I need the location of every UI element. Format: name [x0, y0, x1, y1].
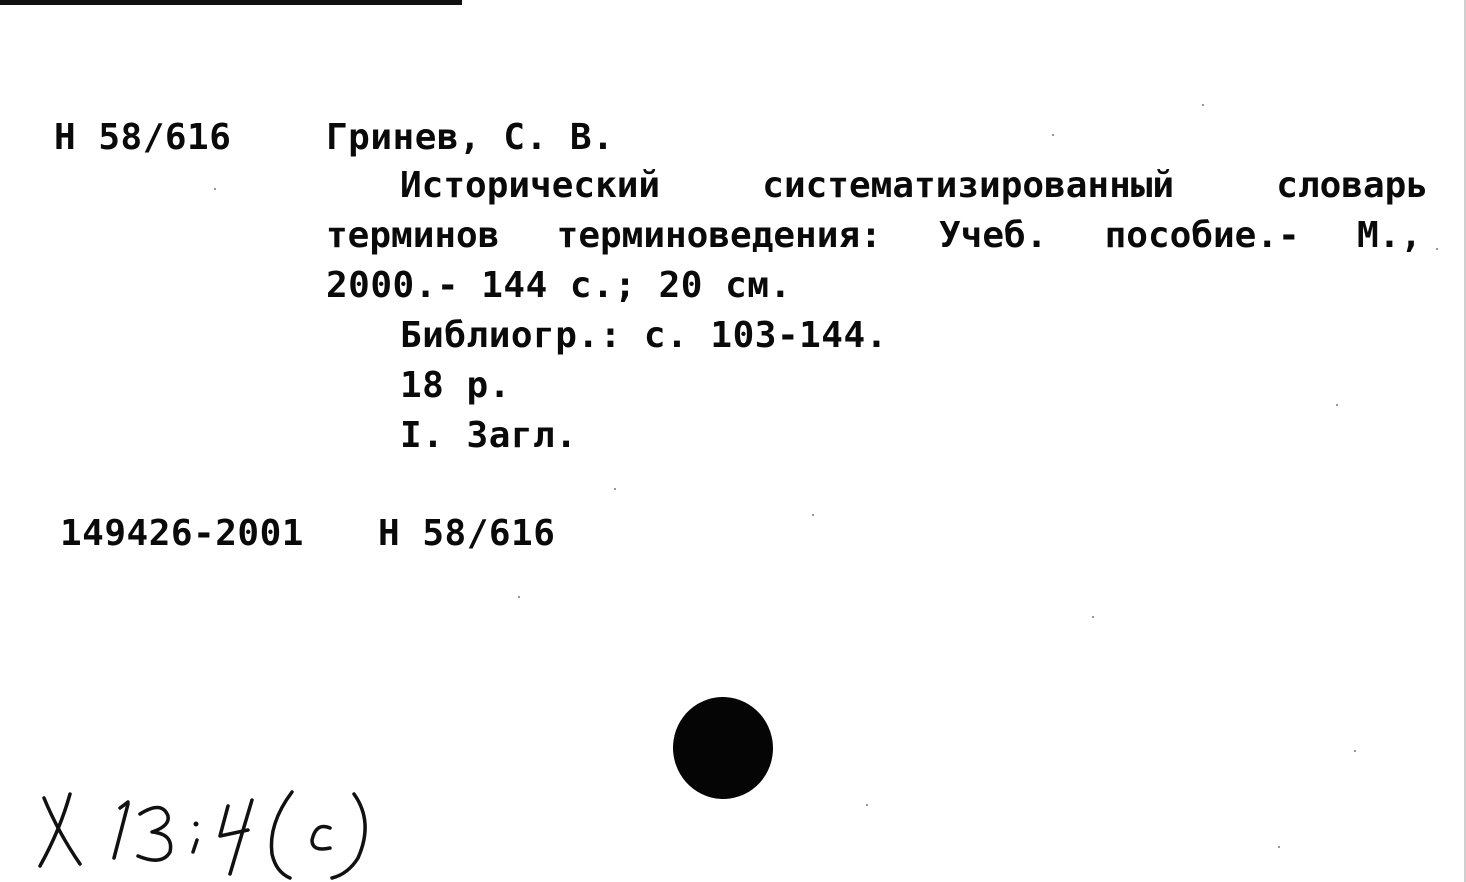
- accession-shelf-mark: Н 58/616: [378, 513, 556, 554]
- title-word: терминоведения:: [556, 215, 882, 256]
- paper-speck: [1336, 404, 1338, 406]
- paper-speck: [812, 514, 814, 516]
- accession-number: 149426-2001: [60, 513, 304, 554]
- punch-hole: [666, 691, 779, 806]
- paper-speck: [1354, 750, 1356, 752]
- title-word: терминов: [326, 215, 500, 256]
- imprint-line: 2000.- 144 с.; 20 см.: [326, 265, 792, 306]
- title-word: пособие.-: [1104, 215, 1300, 256]
- title-word: словарь: [1276, 165, 1428, 206]
- tracing: I. Загл.: [400, 415, 578, 456]
- handwritten-classification: [30, 770, 390, 882]
- paper-speck: [1052, 134, 1054, 136]
- title-word: Учеб.: [939, 215, 1048, 256]
- paper-speck: [518, 596, 520, 598]
- paper-speck: [1202, 104, 1204, 106]
- price: 18 р.: [400, 365, 511, 406]
- title-word: Исторический: [400, 165, 661, 206]
- paper-speck: [1436, 248, 1438, 250]
- paper-speck: [614, 488, 616, 490]
- paper-speck: [866, 804, 868, 806]
- author: Гринев, С. В.: [326, 117, 615, 158]
- title-line-1: [400, 165, 1428, 206]
- paper-speck: [214, 188, 216, 190]
- title-line-2: [326, 215, 1422, 256]
- title-word: М.,: [1356, 215, 1422, 256]
- title-word: систематизированный: [762, 165, 1175, 206]
- card-top-edge: [0, 0, 462, 5]
- paper-speck: [1278, 846, 1280, 848]
- bibliography-note: Библиогр.: с. 103-144.: [400, 315, 888, 356]
- shelf-mark: Н 58/616: [54, 117, 232, 158]
- paper-speck: [1092, 616, 1094, 618]
